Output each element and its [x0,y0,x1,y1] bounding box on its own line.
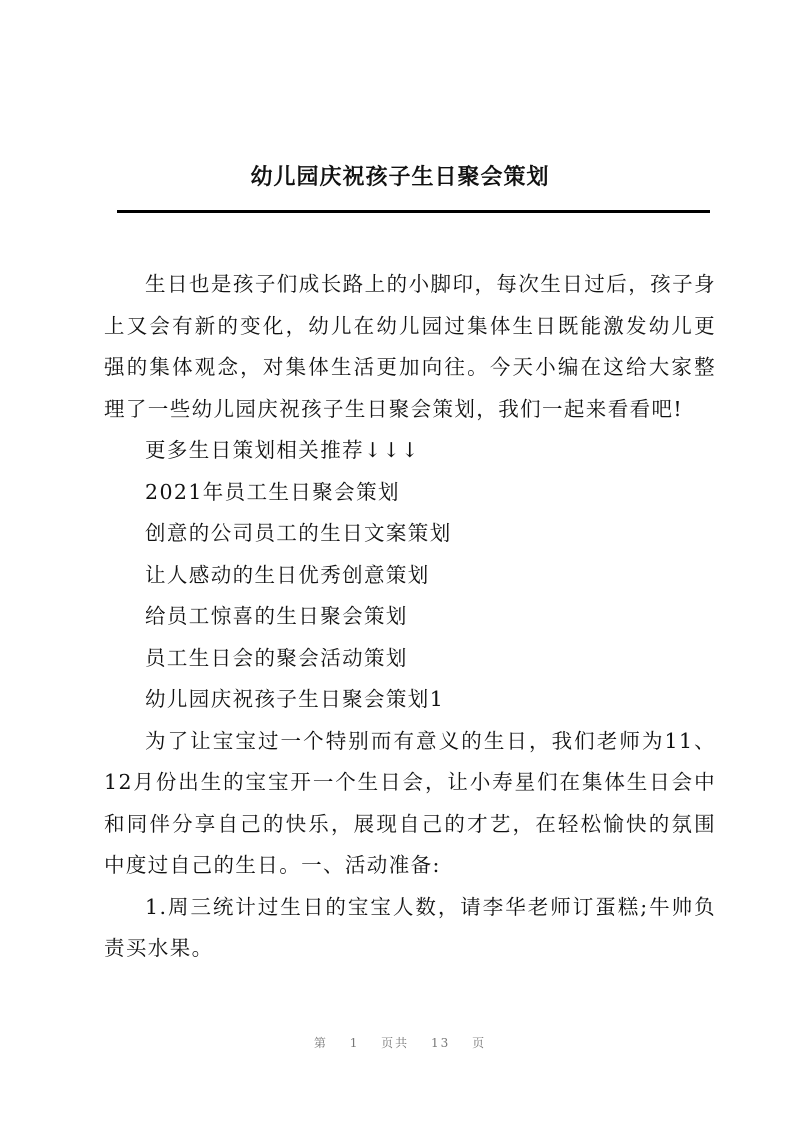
recommend-heading: 更多生日策划相关推荐↓↓↓ [145,438,420,462]
list-item: 1.周三统计过生日的宝宝人数，请李华老师订蛋糕;牛帅负责买水果。 [104,894,716,960]
section-heading: 幼儿园庆祝孩子生日聚会策划1 [145,687,445,711]
body-paragraph: 为了让宝宝过一个特别而有意义的生日，我们老师为11、12月份出生的宝宝开一个生日会，让小寿星们在集体生日会中和同伴分享自己的快乐，展现自己的才艺，在轻松愉快的氛围中度过自己的生日。一、活动准备: [104,728,716,877]
footer-middle: 页共 [381,1036,410,1050]
recommend-item: 2021年员工生日聚会策划 [145,479,400,504]
footer-total-pages: 13 [431,1036,451,1050]
document-body [104,264,716,970]
page-number-footer [0,1034,800,1051]
recommend-item: 创意的公司员工的生日文案策划 [145,521,452,545]
document-title: 幼儿园庆祝孩子生日聚会策划 [250,165,550,190]
footer-prefix: 第 [313,1036,328,1050]
recommend-item: 让人感动的生日优秀创意策划 [145,562,430,587]
footer-current-page: 1 [349,1036,360,1050]
intro-paragraph: 生日也是孩子们成长路上的小脚印，每次生日过后，孩子身上又会有新的变化，幼儿在幼儿园过集体生日既能激发幼儿更强的集体观念，对集体生活更加向往。今天小编在这给大家整理了一些幼儿园庆祝孩子生日聚会策划，我们一起来看看吧! [104,272,716,421]
recommend-item: 给员工惊喜的生日聚会策划 [145,604,408,628]
recommend-item: 员工生日会的聚会活动策划 [145,645,408,670]
footer-suffix: 页 [472,1036,487,1050]
title-underline [117,210,710,213]
